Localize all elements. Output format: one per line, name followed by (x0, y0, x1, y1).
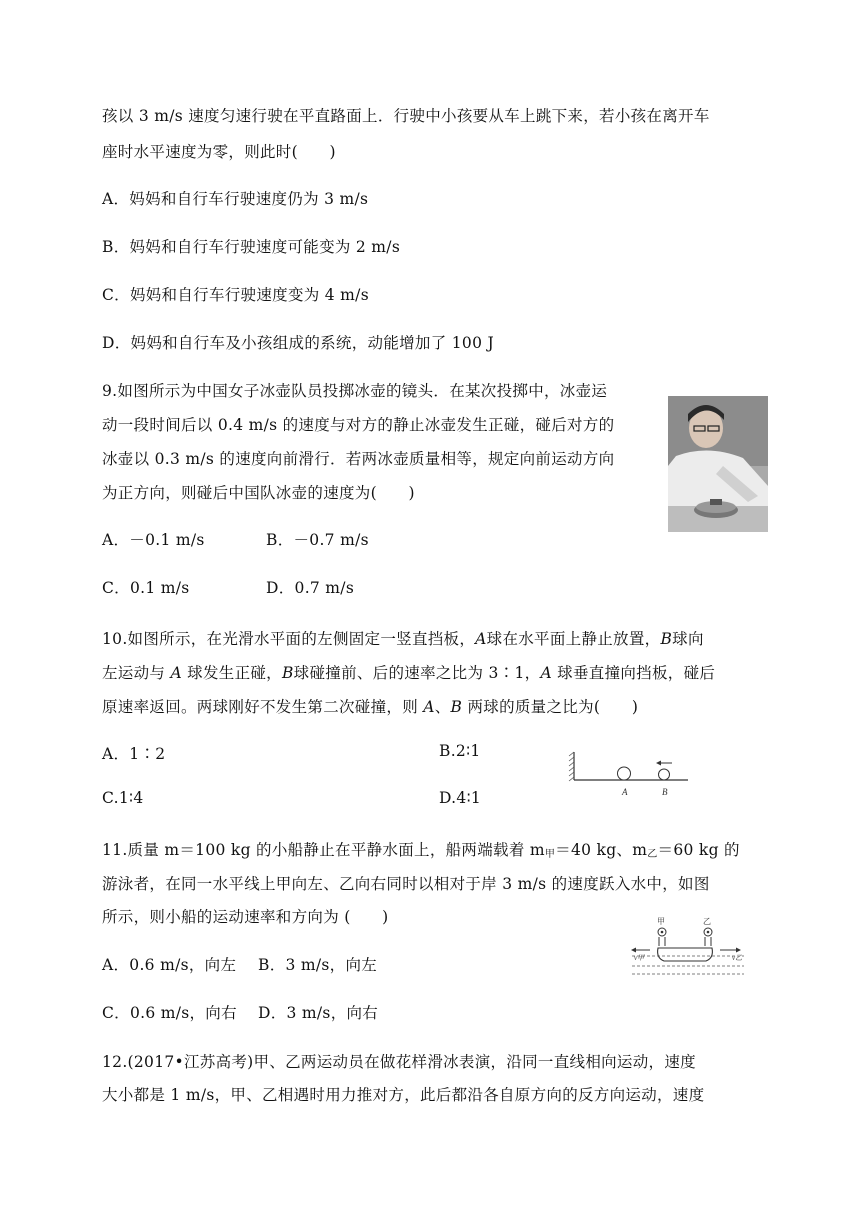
q10-ball-b-label: B (450, 698, 463, 716)
q11-line1-part3: ＝60 kg 的 (657, 841, 740, 859)
fig-label-vyi: v乙 (732, 954, 743, 962)
q10-text-line1 (102, 627, 704, 649)
q8-text-line2: 座时水平速度为零，则此时( ) (102, 143, 336, 161)
q9-text-line1: 9.如图所示为中国女子冰壶队员投掷冰壶的镜头．在某次投掷中，冰壶运 (102, 382, 608, 400)
fig-label-jia: 甲 (657, 917, 665, 926)
q8-option-a: A．妈妈和自行车行驶速度仍为 3 m/s (102, 190, 369, 208)
q10-line1-part3: 球向 (672, 630, 704, 648)
ball-b (659, 769, 670, 780)
q8-text-line1: 孩以 3 m/s 速度匀速行驶在平直路面上．行驶中小孩要从车上跳下来，若小孩在离开车 (102, 107, 710, 125)
q9-text-line3: 冰壶以 0.3 m/s 的速度向前滑行．若两冰壶质量相等，规定向前运动方向 (102, 450, 615, 468)
q10-option-b: B.2∶1 (439, 742, 481, 760)
arrow-left-head (631, 948, 636, 953)
q9-option-b: B．－0.7 m/s (266, 531, 369, 549)
q10-text-line3 (102, 695, 638, 717)
q11-text-line1 (102, 838, 740, 860)
q8-option-c: C．妈妈和自行车行驶速度变为 4 m/s (102, 286, 369, 304)
q9-option-d: D．0.7 m/s (266, 579, 355, 597)
q10-ball-b-label: B (281, 664, 294, 682)
curling-player-image (668, 396, 768, 532)
q11-line1-part2: ＝40 kg、m (555, 841, 648, 859)
q10-line3-part2: 两球的质量之比为( ) (462, 698, 639, 716)
arrow-right-head (736, 948, 741, 953)
swimmer-yi-dot (707, 931, 710, 934)
fig-label-b: B (662, 787, 668, 797)
q11-line1-part1: 11.质量 m＝100 kg 的小船静止在平静水面上，船两端载着 m (102, 841, 545, 859)
fig-label-yi: 乙 (703, 917, 711, 926)
arrow-head (656, 761, 661, 766)
wall-hatching (569, 752, 574, 781)
swimmer-jia-dot (661, 931, 664, 934)
q10-line2-part1: 左运动与 (102, 664, 171, 682)
q10-line2-part3: 球碰撞前、后的速率之比为 3∶1， (293, 664, 541, 682)
q9-option-c: C．0.1 m/s (102, 579, 190, 597)
q9-text-line2: 动一段时间后以 0.4 m/s 的速度与对方的静止冰壶发生正碰，碰后对方的 (102, 416, 615, 434)
q8-option-d: D．妈妈和自行车及小孩组成的系统，动能增加了 100 J (102, 334, 494, 352)
q11-figure-boat-swimmers (628, 914, 748, 982)
q9-text-line4: 为正方向，则碰后中国队冰壶的速度为( ) (102, 484, 415, 502)
q10-ball-b-label: B (660, 630, 673, 648)
q10-line3-part1: 原速率返回。两球刚好不发生第二次碰撞，则 (102, 698, 424, 716)
q11-option-b: B．3 m/s，向左 (258, 956, 378, 974)
q10-text-line2 (102, 661, 715, 683)
q10-option-c: C.1∶4 (102, 789, 144, 807)
q10-ball-a-label: A (170, 664, 182, 682)
q12-text-line1: 12.(2017•江苏高考)甲、乙两运动员在做花样滑冰表演，沿同一直线相向运动，速度 (102, 1053, 696, 1071)
boat-hull (658, 948, 713, 961)
q10-ball-a-label: A (540, 664, 552, 682)
ball-a (618, 767, 631, 780)
fig-label-vjia: v甲 (634, 954, 645, 962)
q10-line1-part2: 球在水平面上静止放置， (486, 630, 661, 648)
q11-text-line3: 所示，则小船的运动速率和方向为 ( ) (102, 908, 389, 926)
curling-photo (668, 396, 768, 532)
q11-text-line2: 游泳者，在同一水平线上甲向左、乙向右同时以相对于岸 3 m/s 的速度跃入水中，如图 (102, 875, 710, 893)
q10-option-a: A．1∶2 (102, 745, 166, 763)
swimmer-legs (659, 937, 711, 946)
fig-label-a: A (622, 787, 628, 797)
q10-line3-sep: 、 (434, 698, 451, 716)
q10-line2-part4: 球垂直撞向挡板，碰后 (551, 664, 716, 682)
q11-option-d: D．3 m/s，向右 (258, 1004, 379, 1022)
q11-subscript-yi: 乙 (647, 849, 658, 860)
q10-figure-wall-balls (566, 746, 692, 802)
q11-option-c: C．0.6 m/s，向右 (102, 1004, 237, 1022)
q10-ball-a-label: A (423, 698, 435, 716)
q11-option-a: A．0.6 m/s，向左 (102, 956, 237, 974)
q10-line2-part2: 球发生正碰， (181, 664, 282, 682)
q10-line1-part1: 10.如图所示，在光滑水平面的左侧固定一竖直挡板， (102, 630, 476, 648)
q10-option-d: D.4∶1 (439, 789, 482, 807)
q12-text-line2: 大小都是 1 m/s，甲、乙相遇时用力推对方，此后都沿各自原方向的反方向运动，速度 (102, 1086, 705, 1104)
q10-ball-a-label: A (475, 630, 487, 648)
q9-option-a: A．－0.1 m/s (102, 531, 205, 549)
q11-subscript-jia: 甲 (544, 849, 556, 860)
q8-option-b: B．妈妈和自行车行驶速度可能变为 2 m/s (102, 238, 401, 256)
